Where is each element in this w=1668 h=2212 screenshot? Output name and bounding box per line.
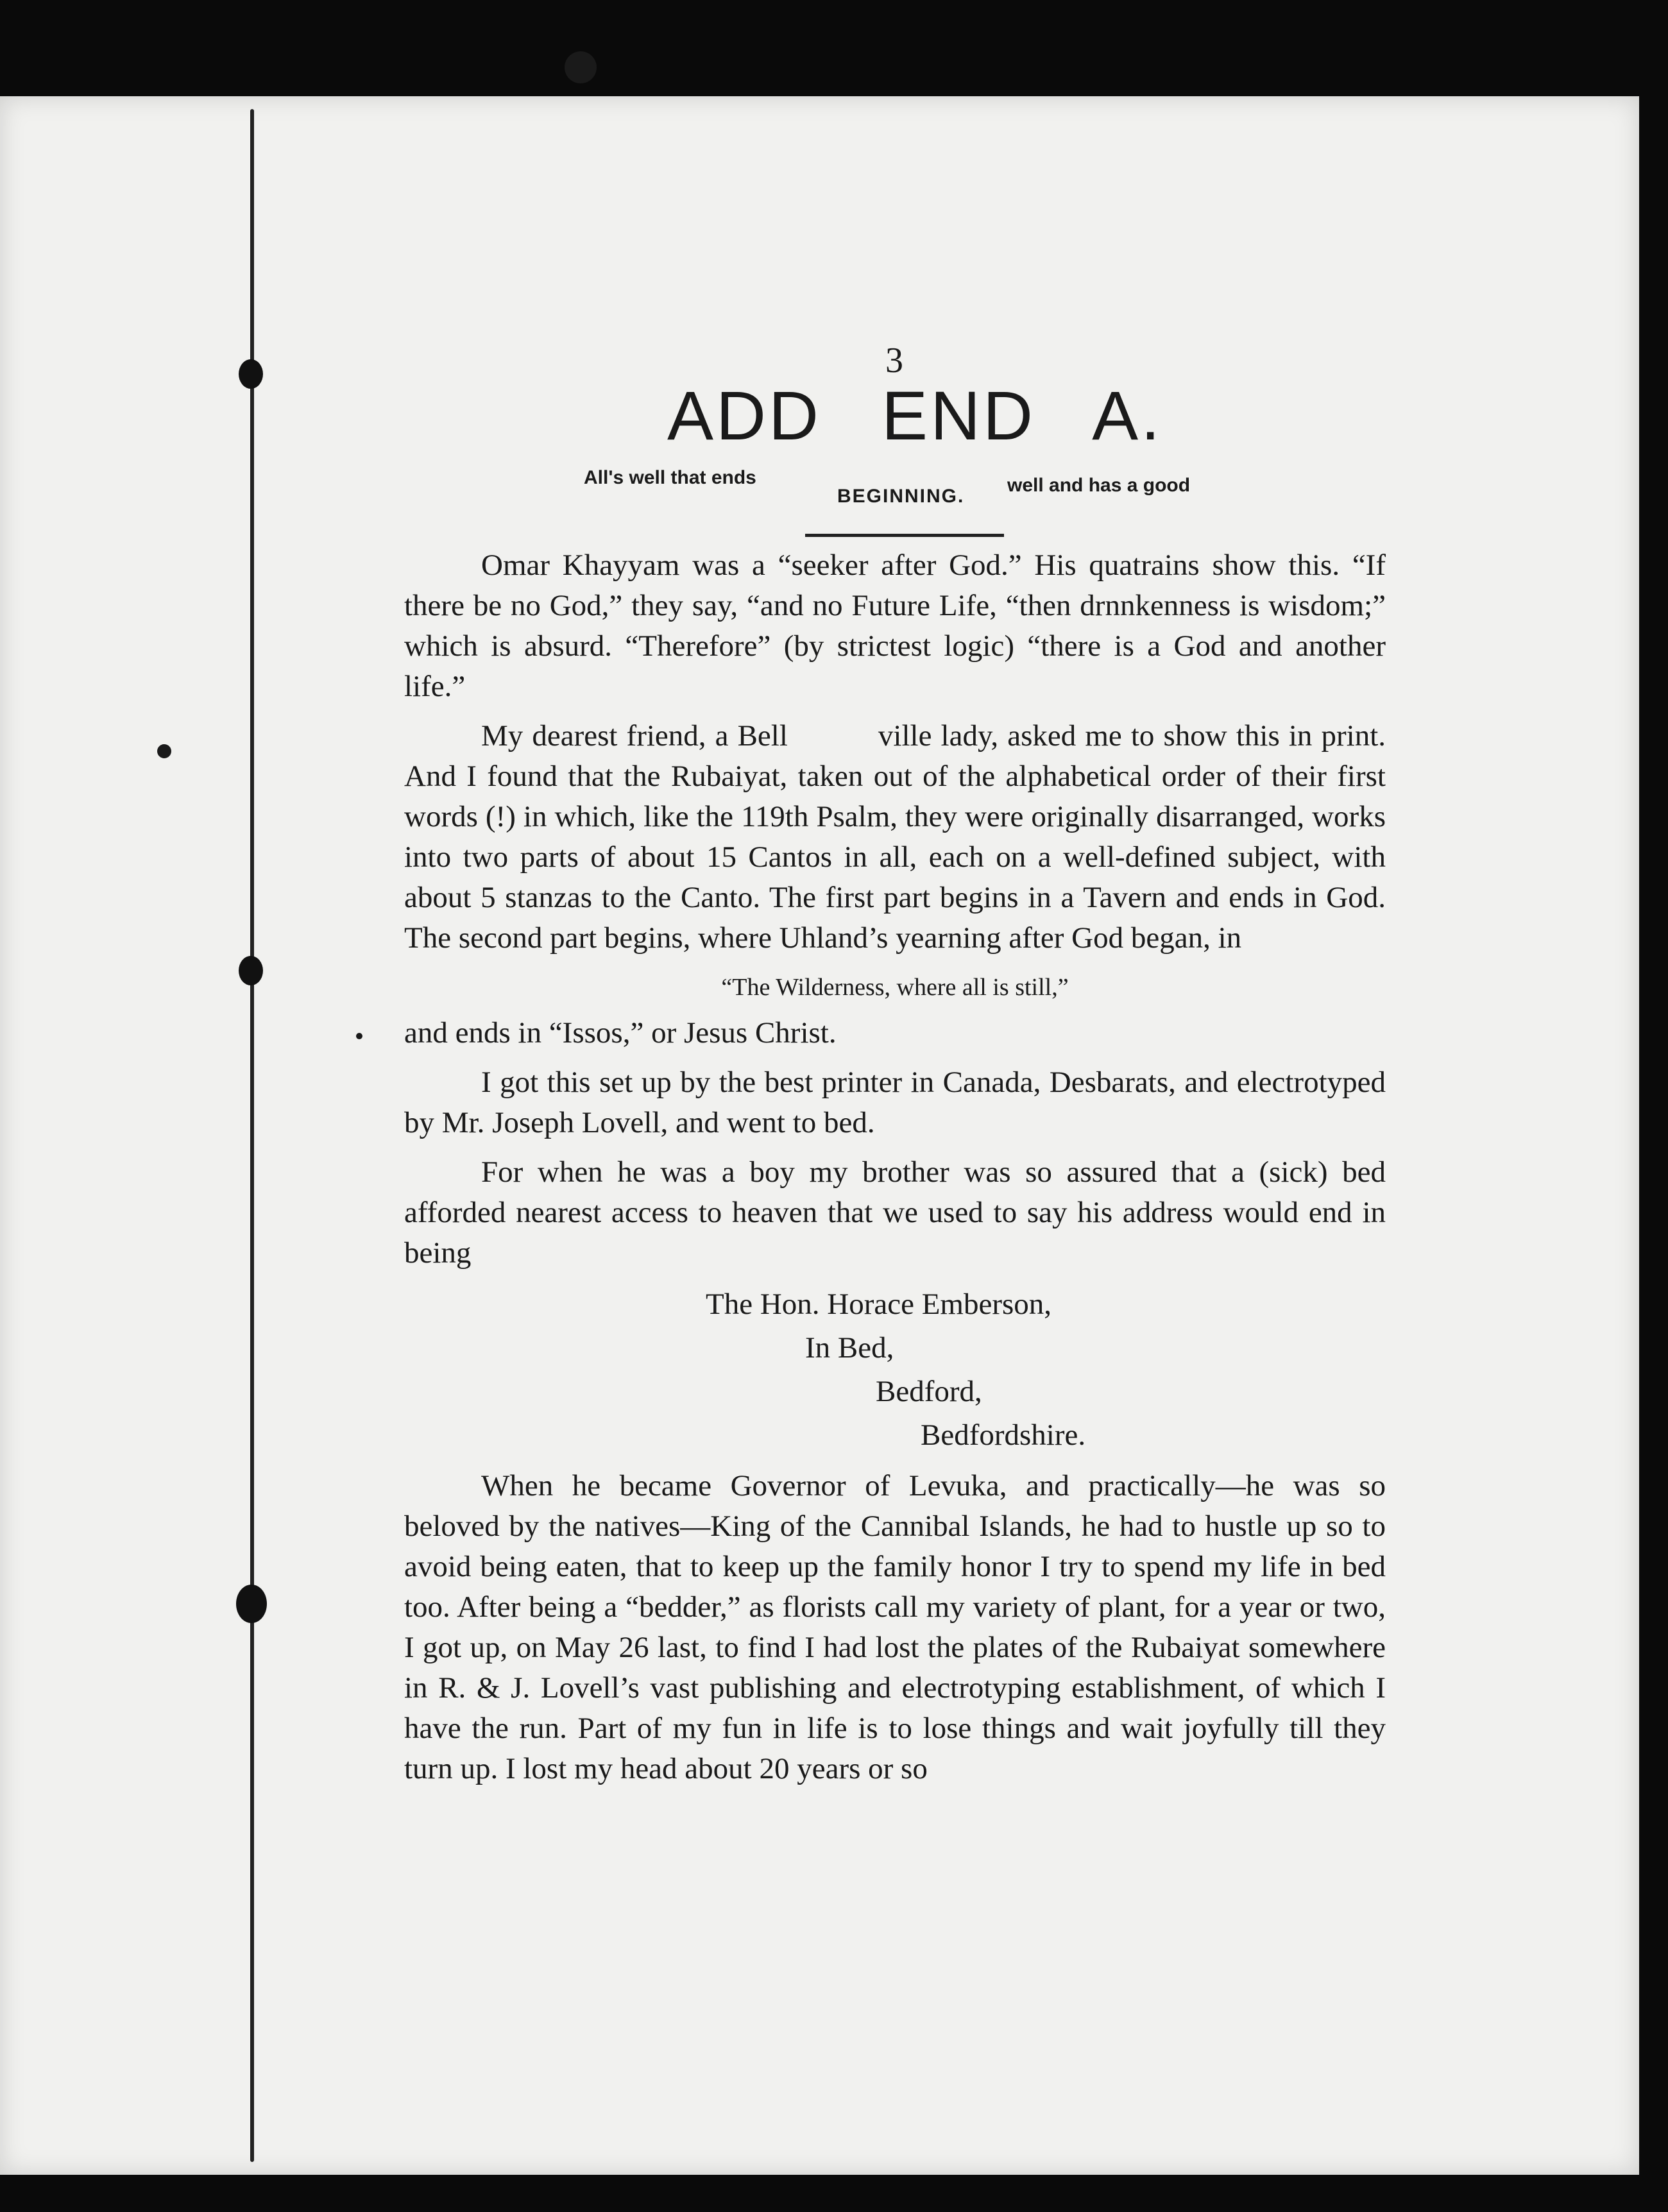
motto-middle: BEGINNING. [837, 486, 965, 507]
page-title: ADD END A. [667, 377, 1163, 454]
address-line: Bedfordshire. [921, 1418, 1086, 1452]
stitched-binding [244, 109, 262, 2162]
address-line: In Bed, [805, 1331, 894, 1365]
paragraph: My dearest friend, a Bell ville lady, asked me to show this in print. And I found that the Rubaiyat, taken out of the alphabetical order of their first words (!) in which, like the 119th Psalm, they were originally disarranged, works into two parts of about 15 Cantos in all, each on a well-defined subject, with about 5 stanzas to the Canto. The first part begins in a Tavern and ends in God. The second part begins, where Uhland’s yearning after God began, in [404, 719, 1386, 955]
paragraph: When he became Governor of Levuka, and practically—he was so beloved by the natives—King of the Cannibal Islands, he had to hustle up so to avoid being eaten, that to keep up the family honor I try to spend my life in bed too. After being a “bedder,” as florists call my variety of plant, for a year or two, I got up, on May 26 last, to find I had lost the plates of the Rubaiyat somewhere in R. & J. Lovell’s vast publishing and electrotyping establishment, of which I have the run. Part of my fun in life is to lose things and wait joyfully till they turn up. I lost my head about 20 years or so [404, 1469, 1386, 1785]
quotation-continuation: and ends in “Issos,” or Jesus Christ. [404, 1016, 837, 1050]
paragraph: I got this set up by the best printer in Canada, Desbarats, and electrotyped by Mr. Joseph Lovell, and went to bed. [404, 1066, 1386, 1139]
address-block [404, 1282, 1386, 1457]
binding-thread [250, 109, 254, 2162]
body-text [404, 545, 1386, 1798]
page-number: 3 [885, 341, 903, 380]
motto-right: well and has a good [1007, 475, 1191, 496]
motto-left: All's well that ends [584, 467, 756, 488]
scan-speck [356, 1033, 362, 1039]
title-rule [805, 534, 1004, 537]
scan-speck [565, 51, 597, 83]
scan-speck [157, 744, 171, 758]
address-line: Bedford, [876, 1375, 982, 1408]
paragraph: Omar Khayyam was a “seeker after God.” His quatrains show this. “If there be no God,” they say, “and no Future Life, “then drnnkenness is wisdom;” which is absurd. “Therefore” (by strictest logic) “there is a God and another life.” [404, 549, 1386, 703]
binding-stitch [236, 1585, 267, 1623]
quotation: “The Wilderness, where all is still,” [721, 974, 1069, 1001]
paragraph: For when he was a boy my brother was so assured that a (sick) bed afforded nearest access to heaven that we used to say his address would end in being [404, 1155, 1386, 1270]
binding-stitch [239, 956, 263, 985]
address-line: The Hon. Horace Emberson, [706, 1288, 1052, 1321]
binding-stitch [239, 359, 263, 389]
